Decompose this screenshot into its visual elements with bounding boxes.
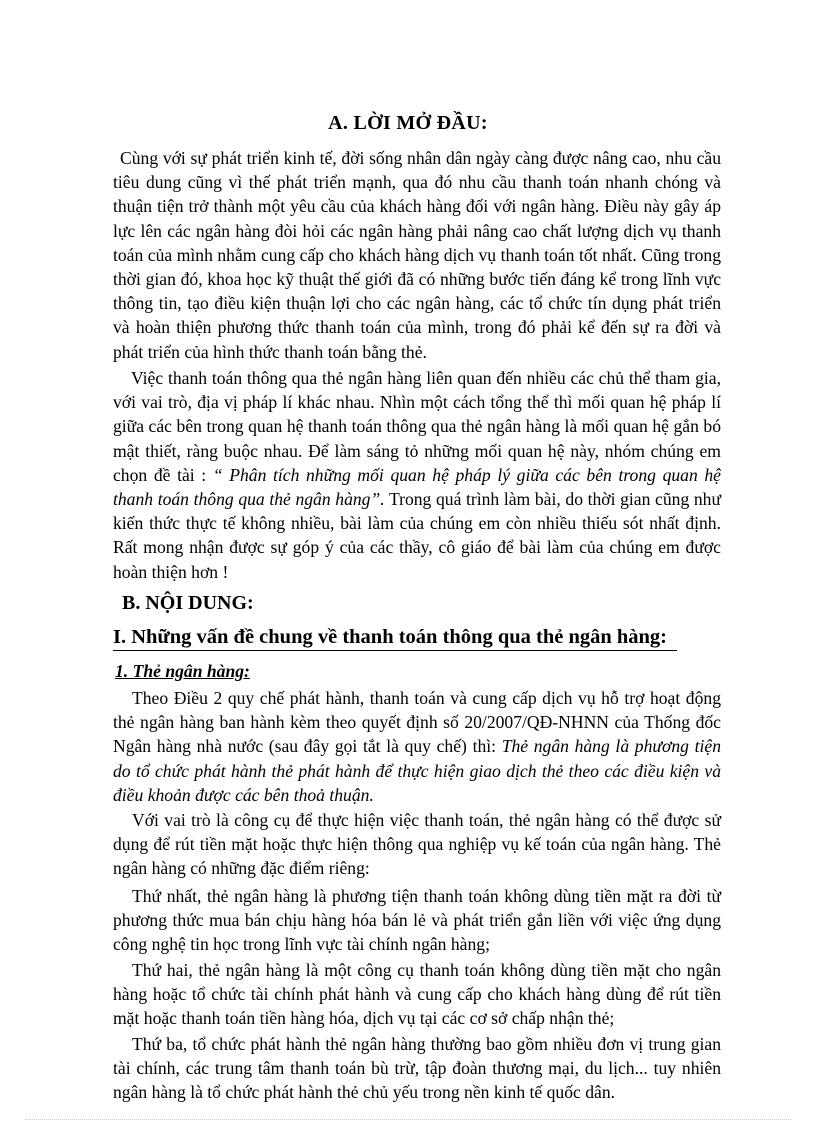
topic-title: “ Phân tích những mối quan hệ pháp lý giữa các bên trong quan hệ thanh toán thông qua thẻ ngân hàng”. [113,464,721,510]
feature-first-paragraph: Thứ nhất, thẻ ngân hàng là phương tiện thanh toán không dùng tiền mặt ra đời từ phương thức mua bán chịu hàng hóa bán lẻ và phát triển gắn liền với việc ứng dụng công nghệ tin học trong lĩnh vực tài chính ngân hàng; [113,886,721,955]
intro-paragraph-2 [113,366,721,584]
intro-paragraph-1: Cùng với sự phát triển kinh tế, đời sống nhân dân ngày càng được nâng cao, nhu cầu tiêu dung cũng vì thế phát triển mạnh, qua đó nhu cầu thanh toán nhanh chóng và thuận tiện trở thành một yêu cầu của khách hàng đối với ngân hàng. Điều này gây áp lực lên các ngân hàng đòi hỏi các ngân hàng phải nâng cao chất lượng dịch vụ thanh toán của mình nhằm cung cấp cho khách hàng dịch vụ thanh toán tốt nhất. Cũng trong thời gian đó, khoa học kỹ thuật thế giới đã có những bước tiến đáng kể trong lĩnh vực thông tin, tạo điều kiện thuận lợi cho các ngân hàng, các tổ chức tín dụng phát triển và hoàn thiện phương thức thanh toán của mình, trong đó phải kể đến sự ra đời và phát triển của hình thức thanh toán bằng thẻ. [113,148,721,362]
definition-paragraph [113,686,721,807]
intro-paragraph-2-continuation: Trong quá trình làm bài, do thời gian cũng như kiến thức thực tế không nhiều, bài làm của chúng em còn nhiều thiếu sót nhất định. Rất mong nhận được sự góp ý của các thầy, cô giáo để bài làm của chúng em được hoàn thiện hơn ! [113,489,722,582]
page-bottom-divider [25,1119,791,1120]
subsection-1-heading: 1. Thẻ ngân hàng: [115,661,250,681]
feature-third-paragraph: Thứ ba, tổ chức phát hành thẻ ngân hàng thường bao gồm nhiều đơn vị trung gian tài chính, các trung tâm thanh toán bù trừ, tập đoàn thương mại, du lịch... tuy nhiên ngân hàng là tổ chức phát hành thẻ chủ yếu trong nền kinh tế quốc dân. [113,1034,721,1103]
intro-paragraph-2-text: Việc thanh toán thông qua thẻ ngân hàng liên quan đến nhiều các chủ thể tham gia, với vai trò, địa vị pháp lí khác nhau. Nhìn một cách tổng thể thì mối quan hệ pháp lí giữa các bên trong quan hệ thanh toán thông qua thẻ ngân hàng là mối quan hệ gắn bó mật thiết, ràng buộc nhau. Để làm sáng tỏ những mối quan hệ này, nhóm chúng em chọn đề tài : [113,368,721,485]
features-intro-paragraph: Với vai trò là công cụ để thực hiện việc thanh toán, thẻ ngân hàng có thể được sử dụng để rút tiền mặt hoặc thực hiện thông qua nghiệp vụ kế toán của ngân hàng. Thẻ ngân hàng có những đặc điểm riêng: [113,810,721,879]
definition-text: Thẻ ngân hàng là phương tiện do tổ chức phát hành thẻ phát hành để thực hiện giao dịch thẻ theo các điều kiện và điều khoản được các bên thoả thuận. [113,736,721,805]
feature-second-paragraph: Thứ hai, thẻ ngân hàng là một công cụ thanh toán không dùng tiền mặt cho ngân hàng hoặc tổ chức tài chính phát hành và cung cấp cho khách hàng dùng để rút tiền mặt hoặc thanh toán tiền hàng hóa, dịch vụ tại các cơ sở chấp nhận thẻ; [113,960,721,1029]
section-a-title: A. LỜI MỞ ĐẦU: [328,112,488,134]
part-1-heading: I. Những vấn đề chung về thanh toán thông qua thẻ ngân hàng: [113,626,677,651]
definition-intro: Theo Điều 2 quy chế phát hành, thanh toán và cung cấp dịch vụ hỗ trợ hoạt động thẻ ngân hàng ban hành kèm theo quyết định số 20/2007/QĐ-NHNN của Thống đốc Ngân hàng nhà nước (sau đây gọi tắt là quy chế) thì: [113,688,721,757]
section-b-title: B. NỘI DUNG: [122,592,254,614]
